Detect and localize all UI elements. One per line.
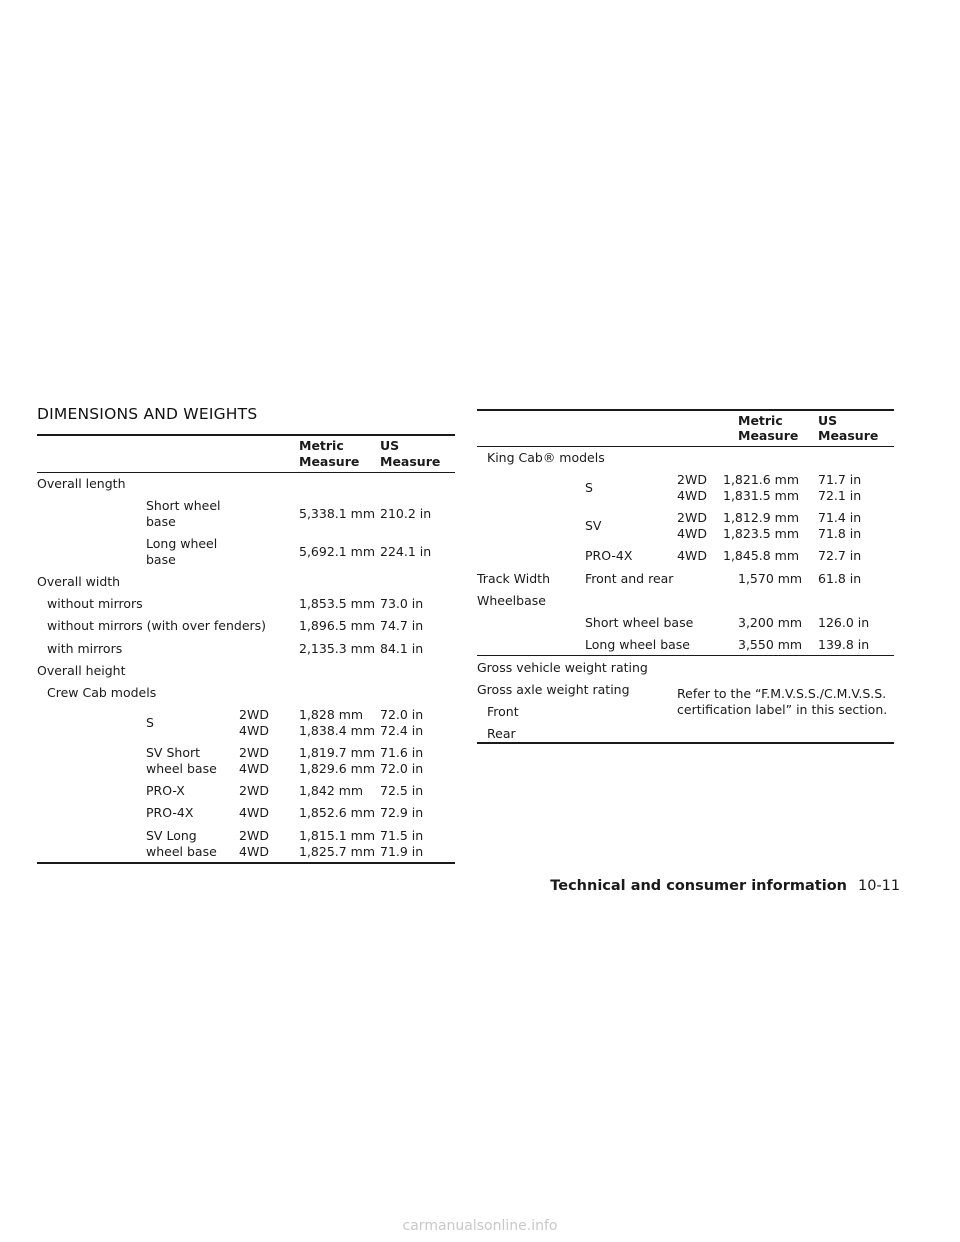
cell-metric: 5,692.1 mm xyxy=(299,544,376,559)
cell-us: 73.0 in xyxy=(380,596,424,611)
cell-us: 72.1 in xyxy=(818,488,862,503)
cell-drive: 2WD xyxy=(239,707,269,722)
cell-drive: 4WD xyxy=(677,526,707,541)
row-label-prox: PRO-X xyxy=(146,783,185,798)
row-label-s: S xyxy=(146,715,154,730)
cell-us: 139.8 in xyxy=(818,637,870,652)
header-us-line1: US xyxy=(380,438,400,453)
cell-us: 71.5 in xyxy=(380,828,424,843)
cell-us: 71.4 in xyxy=(818,510,862,525)
cell-drive: 4WD xyxy=(239,805,269,820)
cell-us: 71.9 in xyxy=(380,844,424,859)
row-label-overall-length: Overall length xyxy=(37,476,126,491)
cell-metric: 1,842 mm xyxy=(299,783,364,798)
row-label-long-wb: Long wheel base xyxy=(585,637,690,652)
row-label-without-mirrors: without mirrors xyxy=(47,596,143,611)
cell-metric: 1,828 mm xyxy=(299,707,364,722)
watermark: carmanualsonline.info xyxy=(402,1218,558,1234)
table-top-rule xyxy=(37,434,455,436)
cell-metric: 1,815.1 mm xyxy=(299,828,376,843)
cell-drive: 2WD xyxy=(239,828,269,843)
cell-us: 126.0 in xyxy=(818,615,870,630)
table-bottom-rule xyxy=(477,742,894,744)
cell-drive: 2WD xyxy=(677,510,707,525)
header-metric-line2: Measure xyxy=(738,428,799,443)
cell-metric: 3,550 mm xyxy=(738,637,803,652)
row-label-pro4x: PRO-4X xyxy=(146,805,194,820)
refer-note-line1: Refer to the “F.M.V.S.S./C.M.V.S.S. xyxy=(677,686,887,701)
cell-metric: 1,831.5 mm xyxy=(723,488,800,503)
cell-metric: 3,200 mm xyxy=(738,615,803,630)
header-us-line2: Measure xyxy=(380,454,441,469)
cell-drive: 4WD xyxy=(677,548,707,563)
header-us-line1: US xyxy=(818,413,838,428)
cell-metric: 1,812.9 mm xyxy=(723,510,800,525)
table-top-rule xyxy=(477,409,894,411)
header-us-line2: Measure xyxy=(818,428,879,443)
row-label-short-wb: Short wheel base xyxy=(585,615,694,630)
footer-section-title: Technical and consumer information xyxy=(550,878,847,894)
row-label-with-mirrors: with mirrors xyxy=(47,641,123,656)
cell-metric: 2,135.3 mm xyxy=(299,641,376,656)
cell-us: 210.2 in xyxy=(380,506,432,521)
section-rule xyxy=(477,655,894,656)
row-label-sv-long-1: SV Long xyxy=(146,828,197,843)
cell-drive: 2WD xyxy=(677,472,707,487)
cell-us: 72.7 in xyxy=(818,548,862,563)
row-label-sv-short-1: SV Short xyxy=(146,745,201,760)
row-label-front: Front xyxy=(487,704,519,719)
refer-note-line2: certification label” in this section. xyxy=(677,702,888,717)
row-label-crew-cab: Crew Cab models xyxy=(47,685,157,700)
row-label-short-wb-2: base xyxy=(146,514,176,529)
row-label-overall-width: Overall width xyxy=(37,574,121,589)
row-label-rear: Rear xyxy=(487,726,516,741)
cell-us: 71.7 in xyxy=(818,472,862,487)
row-label-gawr: Gross axle weight rating xyxy=(477,682,630,697)
cell-drive: 4WD xyxy=(677,488,707,503)
header-rule xyxy=(37,472,455,473)
cell-us: 72.0 in xyxy=(380,707,424,722)
table-bottom-rule xyxy=(37,862,455,864)
row-label-pro4x: PRO-4X xyxy=(585,548,633,563)
row-label-sv-short-2: wheel base xyxy=(146,761,217,776)
cell-us: 72.5 in xyxy=(380,783,424,798)
row-label-s: S xyxy=(585,480,593,495)
row-label-wheelbase: Wheelbase xyxy=(477,593,546,608)
cell-metric: 1,819.7 mm xyxy=(299,745,376,760)
cell-us: 72.0 in xyxy=(380,761,424,776)
cell-metric: 1,821.6 mm xyxy=(723,472,800,487)
cell-us: 84.1 in xyxy=(380,641,424,656)
row-label-long-wb-2: base xyxy=(146,552,176,567)
cell-metric: 1,829.6 mm xyxy=(299,761,376,776)
row-label-without-mirrors-fenders: without mirrors (with over fenders) xyxy=(47,618,267,633)
row-label-long-wb-1: Long wheel xyxy=(146,536,218,551)
cell-metric: 1,825.7 mm xyxy=(299,844,376,859)
cell-metric: 1,838.4 mm xyxy=(299,723,376,738)
page-title: DIMENSIONS AND WEIGHTS xyxy=(37,405,258,423)
cell-drive: 4WD xyxy=(239,844,269,859)
cell-drive: 4WD xyxy=(239,723,269,738)
cell-drive: 2WD xyxy=(239,745,269,760)
cell-us: 72.4 in xyxy=(380,723,424,738)
row-label-gvwr: Gross vehicle weight rating xyxy=(477,660,648,675)
header-metric-line1: Metric xyxy=(299,438,344,453)
cell-drive: 4WD xyxy=(239,761,269,776)
cell-metric: 5,338.1 mm xyxy=(299,506,376,521)
cell-metric: 1,845.8 mm xyxy=(723,548,800,563)
cell-us: 61.8 in xyxy=(818,571,862,586)
cell-us: 224.1 in xyxy=(380,544,432,559)
cell-us: 71.8 in xyxy=(818,526,862,541)
cell-metric: 1,852.6 mm xyxy=(299,805,376,820)
row-label-track-width: Track Width xyxy=(477,571,550,586)
cell-us: 72.9 in xyxy=(380,805,424,820)
footer-page-number: 10-11 xyxy=(858,878,901,894)
header-metric-line2: Measure xyxy=(299,454,360,469)
cell-us: 74.7 in xyxy=(380,618,424,633)
cell-drive: 2WD xyxy=(239,783,269,798)
row-label-front-rear: Front and rear xyxy=(585,571,674,586)
cell-metric: 1,570 mm xyxy=(738,571,803,586)
header-rule xyxy=(477,446,894,447)
header-metric-line1: Metric xyxy=(738,413,783,428)
cell-us: 71.6 in xyxy=(380,745,424,760)
cell-metric: 1,853.5 mm xyxy=(299,596,376,611)
cell-metric: 1,823.5 mm xyxy=(723,526,800,541)
row-label-king-cab: King Cab® models xyxy=(487,450,605,465)
row-label-sv: SV xyxy=(585,518,602,533)
row-label-sv-long-2: wheel base xyxy=(146,844,217,859)
row-label-short-wb-1: Short wheel xyxy=(146,498,221,513)
cell-metric: 1,896.5 mm xyxy=(299,618,376,633)
row-label-overall-height: Overall height xyxy=(37,663,126,678)
